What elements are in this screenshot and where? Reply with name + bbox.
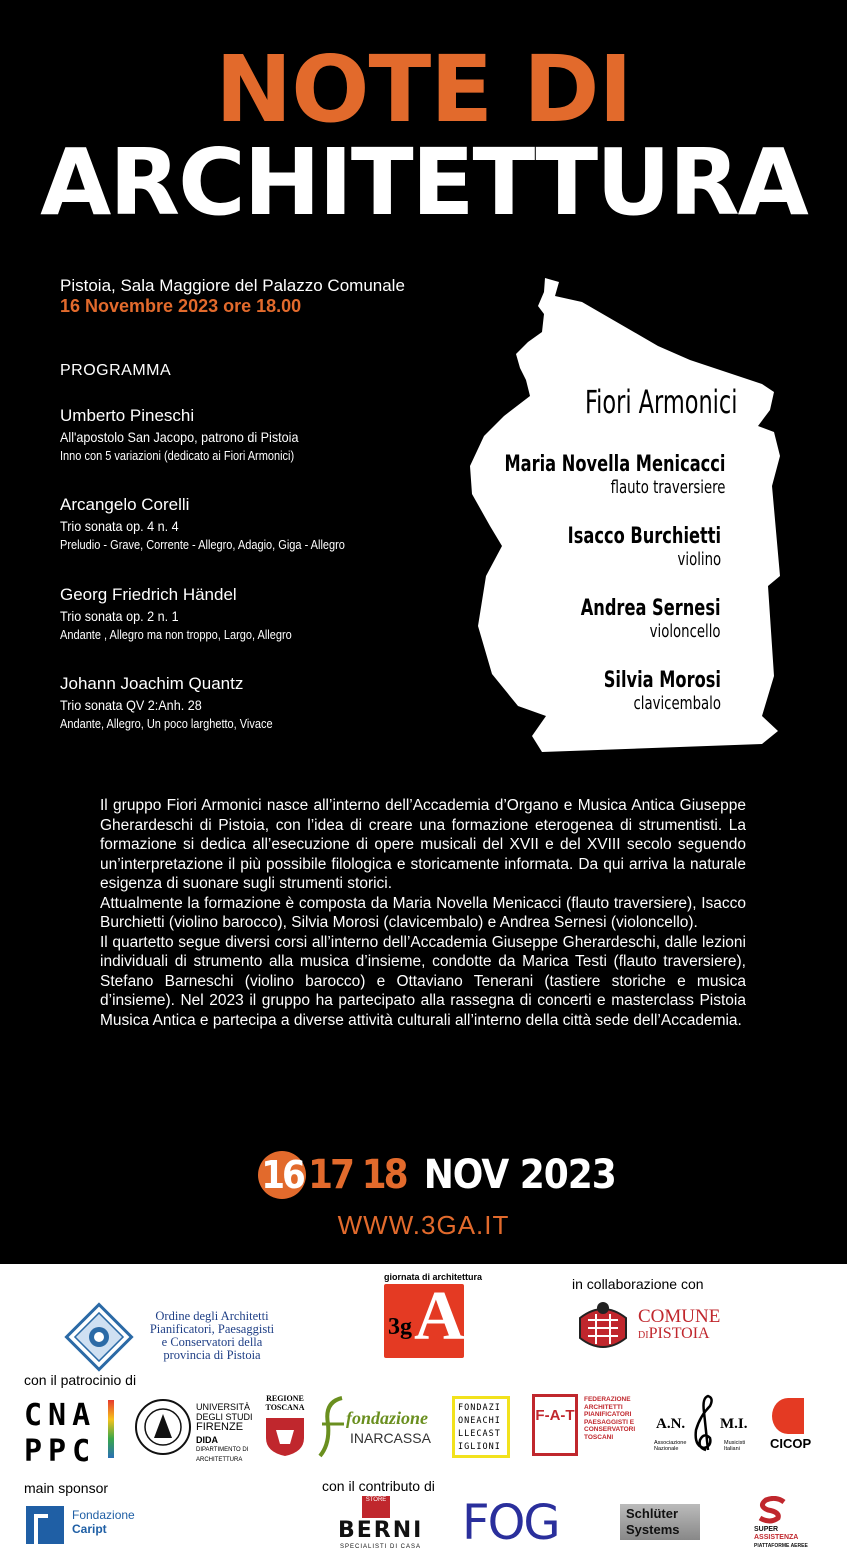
website-link[interactable]: WWW.3GA.IT (337, 1210, 510, 1240)
comune-line (638, 1326, 720, 1344)
ordine-architetti-logo-icon (64, 1302, 134, 1372)
bio-paragraph: Attualmente la formazione è composta da Maria Novella Menicacci (flauto traversiere), Isacco Burchietti (violino barocco), Silvia Morosi (clavicembalo) e Andrea Sernesi (violoncello). (100, 894, 746, 931)
ordine-line: provincia di Pistoia (163, 1348, 261, 1362)
sponsors-footer (0, 1264, 847, 1568)
program-piece (60, 673, 302, 734)
unifi-seal-icon (134, 1396, 192, 1458)
work-title: All'apostolo San Jacopo, patrono di Pistoia (60, 429, 299, 445)
giornata-text: giornata di architettura (384, 1272, 483, 1282)
comune-pistoia: PISTOIA (648, 1325, 710, 1342)
regione-toscana-icon (260, 1416, 310, 1458)
work-title: Trio sonata op. 4 n. 4 (60, 518, 179, 534)
super-line: PIATTAFORME AEREE (754, 1543, 808, 1549)
program-piece (60, 494, 384, 555)
work-title: Trio sonata QV 2:Anh. 28 (60, 697, 202, 713)
comune-line: COMUNE (638, 1306, 721, 1327)
cicop-text: CICOP (770, 1436, 812, 1451)
ensemble-bio (100, 796, 746, 1030)
super-line: ASSISTENZA (754, 1534, 799, 1541)
cicop-logo-shape (772, 1398, 804, 1434)
berni-store-icon: STORE (362, 1496, 390, 1518)
logo-3ga-letter: A (414, 1278, 465, 1355)
ordine-architetti-text (142, 1310, 282, 1362)
cnappc-color-bar (108, 1400, 114, 1458)
patrocinio-label: con il patrocinio di (24, 1372, 137, 1388)
work-title: Trio sonata op. 2 n. 1 (60, 608, 179, 624)
super-assistenza-text (754, 1526, 808, 1550)
regione-text (260, 1394, 310, 1412)
unifi-text (196, 1402, 256, 1465)
member-block (456, 452, 725, 498)
fat-line: TOSCANI (584, 1433, 614, 1441)
festival-dates (258, 1150, 616, 1200)
regione-line: REGIONE (266, 1394, 304, 1403)
work-movements: Andante , Allegro ma non troppo, Largo, Allegro (60, 628, 292, 642)
unifi-line: DEGLI STUDI (196, 1412, 253, 1422)
venue-text: Pistoia, Sala Maggiore del Palazzo Comunale (60, 276, 405, 295)
logo-3ga-text: 3g (388, 1314, 412, 1340)
schluter-line: Systems (626, 1522, 680, 1537)
super-assistenza-icon (756, 1496, 790, 1524)
member-block (550, 596, 721, 642)
fat-line: ARCHITETTI (584, 1403, 623, 1411)
caript-logo-mark (34, 1514, 48, 1544)
event-datetime: 16 Novembre 2023 ore 18.00 (60, 296, 302, 316)
collaborazione-label: in collaborazione con (572, 1276, 704, 1292)
work-movements: Andante, Allegro, Un poco larghetto, Vivace (60, 717, 273, 731)
cnappc-line: PPC (24, 1434, 97, 1469)
work-movements: Preludio - Grave, Corrente - Allegro, Adagio, Giga - Allegro (60, 538, 345, 552)
date-month-year: NOV 2023 (423, 1152, 616, 1198)
bio-paragraph: Il gruppo Fiori Armonici nasce all’interno dell’Accademia d’Organo e Musica Antica Giuseppe Gherardeschi di Pistoia, con l’idea di creare una formazione eterogenea di strumentisti. La formazione si dedica all’esecuzione di opere musicali del XVII e del XVIII secolo seguendo un’interpretazione il più possibile filologica e storicamente informata. Da qui arriva la naturale esigenza di suonare sugli strumenti storici. (100, 797, 746, 892)
contributo-label: con il contributo di (322, 1478, 435, 1494)
anmi-left: A.N. (656, 1416, 686, 1432)
ordine-line: Ordine degli Architetti (155, 1309, 269, 1323)
member-instrument: violoncello (650, 621, 721, 642)
fat-logo-letters: F-A-T (532, 1394, 578, 1456)
comune-di: DI (638, 1330, 649, 1341)
main-sponsor-label: main sponsor (24, 1480, 109, 1496)
schluter-line: Schlüter (626, 1506, 679, 1521)
fat-line: CONSERVATORI (584, 1426, 636, 1433)
berni-name: BERNI (338, 1518, 424, 1543)
schluter-text (626, 1506, 679, 1538)
member-instrument: violino (677, 549, 721, 570)
fat-line: PIANIFICATORI (584, 1411, 632, 1418)
unifi-dida: DIDA (196, 1435, 218, 1445)
caript-line: Fondazione (72, 1508, 135, 1522)
regione-line: TOSCANA (265, 1403, 305, 1412)
caript-text (72, 1508, 135, 1536)
composer-name: Arcangelo Corelli (60, 495, 190, 514)
title-line-2: ARCHITETTURA (40, 129, 807, 236)
anmi-sub-right: Musicisti Italiani (724, 1440, 746, 1452)
ordine-line: e Conservatori della (161, 1335, 263, 1349)
cnappc-line: CNA (24, 1398, 97, 1433)
fat-line: FEDERAZIONE (584, 1396, 631, 1403)
unifi-line: FIRENZE (196, 1421, 244, 1433)
ensemble-block (542, 383, 738, 421)
comune-pistoia-text (638, 1308, 720, 1344)
member-block (534, 524, 721, 570)
member-name: Isacco Burchietti (567, 524, 721, 549)
program-piece (60, 584, 323, 645)
member-instrument: flauto traversiere (610, 477, 725, 498)
ordine-line: Pianificatori, Paesaggisti (149, 1322, 275, 1336)
logo-3ga (384, 1272, 483, 1358)
member-name: Silvia Morosi (603, 668, 721, 693)
inarcassa-sub: INARCASSA (350, 1430, 431, 1446)
fat-line: PAESAGGISTI E (584, 1418, 635, 1426)
fog-logo: FOG (462, 1495, 559, 1551)
program-piece (60, 405, 326, 466)
fondazione-ordini-logo: FONDAZI ONEACHI LLECAST IGLIONI (452, 1396, 510, 1458)
treble-clef-icon (690, 1392, 720, 1454)
member-block (578, 668, 721, 714)
member-name: Andrea Sernesi (581, 596, 721, 621)
composer-name: Umberto Pineschi (60, 406, 195, 425)
super-line: SUPER (754, 1526, 779, 1533)
anmi-sub-left: Associazione Nazionale (654, 1440, 687, 1452)
cnappc-logo (24, 1398, 96, 1470)
member-name: Maria Novella Menicacci (504, 452, 725, 477)
date-rest: 17 18 (308, 1152, 406, 1198)
berni-sub: SPECIALISTI DI CASA (340, 1544, 422, 1550)
programma-heading: PROGRAMMA (60, 362, 172, 379)
anmi-right: M.I. (720, 1416, 748, 1432)
ensemble-name: Fiori Armonici (584, 383, 737, 421)
date-badge: 16 (258, 1151, 306, 1199)
work-movements: Inno con 5 variazioni (dedicato ai Fiori Armonici) (60, 449, 295, 463)
inarcassa-name: fondazione (346, 1408, 429, 1428)
member-instrument: clavicembalo (633, 693, 721, 714)
composer-name: Georg Friedrich Händel (60, 585, 237, 604)
title-line-1: NOTE DI (215, 36, 632, 143)
unifi-dept: DIPARTIMENTO DI ARCHITETTURA (196, 1447, 249, 1463)
caript-line: Caript (72, 1522, 107, 1536)
unifi-line: UNIVERSITÀ (196, 1402, 251, 1412)
comune-crest-icon (572, 1298, 634, 1356)
bio-paragraph: Il quartetto segue diversi corsi all’interno dell’Accademia Giuseppe Gherardeschi, dalle lezioni individuali di strumento alla musica d’insieme, condotte da Marica Testi (flauto traversiere), Stefano Barneschi (violino barocco) e Ottaviano Tenerani (tastiere storiche e musica d’insieme). Nel 2023 il gruppo ha partecipato alla rassegna di concerti e masterclass Pistoia Musica Antica e partecipa a diverse attività culturali all’interno della città sede dell’Accademia. (100, 933, 746, 1029)
composer-name: Johann Joachim Quantz (60, 674, 244, 693)
fat-text (584, 1396, 635, 1441)
